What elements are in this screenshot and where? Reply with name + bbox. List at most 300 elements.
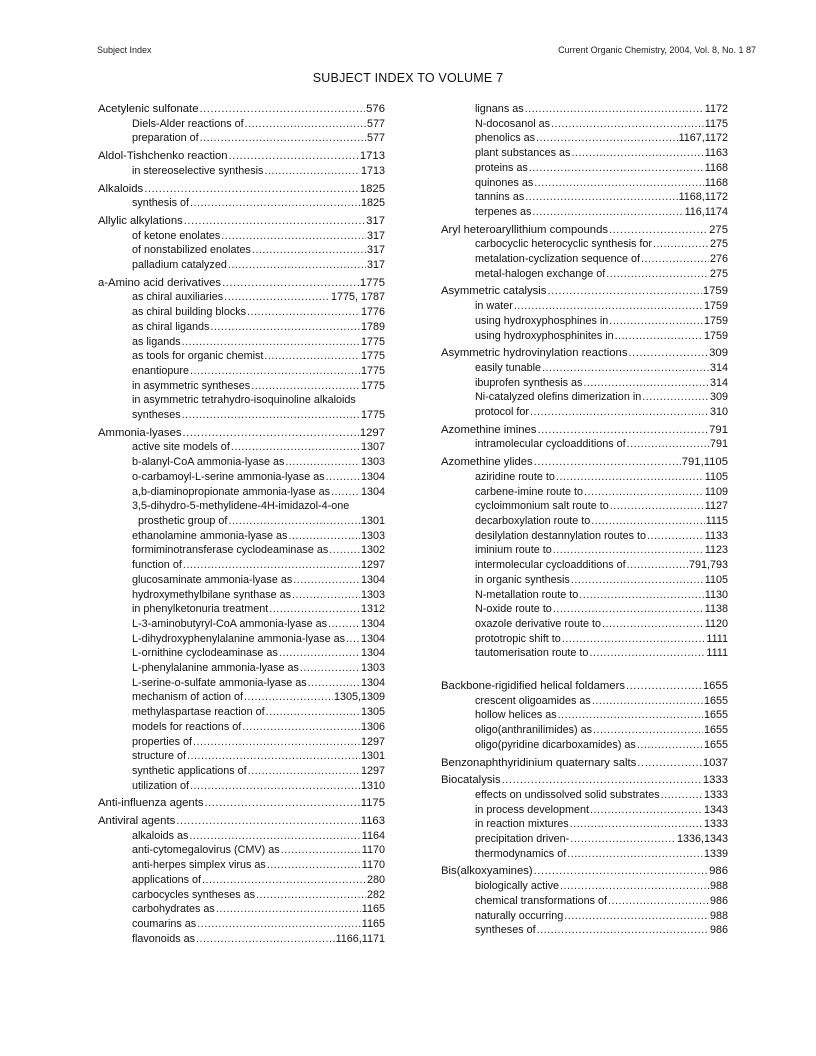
subentry-text: crescent oligoamides as [475, 694, 591, 707]
dot-leader [245, 117, 366, 132]
page-numbers: 317 [366, 244, 385, 257]
page-numbers: 1120 [704, 617, 728, 630]
dot-leader [190, 364, 360, 379]
dot-leader [244, 690, 333, 705]
index-subentry [98, 888, 385, 903]
dot-leader [256, 888, 366, 903]
term-text: Alkaloids [98, 182, 144, 195]
page-numbers: 1304 [360, 617, 385, 630]
index-subentry [441, 161, 728, 176]
index-subentry [98, 829, 385, 844]
dot-leader [537, 923, 709, 938]
term-text: Antiviral agents [98, 815, 176, 828]
page-numbers: 1170 [361, 844, 385, 857]
page-numbers: 1168,1172 [678, 191, 728, 204]
page-numbers: 1825 [360, 197, 385, 210]
dot-leader [530, 405, 709, 420]
index-entry [441, 455, 728, 661]
page-numbers: 1333 [702, 774, 728, 787]
term-text: Azomethine ylides [441, 456, 533, 469]
dot-leader [184, 214, 365, 229]
dot-leader [200, 131, 366, 146]
index-subentry [441, 708, 728, 723]
dot-leader [627, 437, 709, 452]
dot-leader [502, 773, 702, 788]
page-numbers: 577 [366, 117, 385, 130]
term-text: a-Amino acid derivatives [98, 276, 222, 289]
subentry-text: plant substances as [475, 147, 571, 160]
subentry-text: in process development [475, 803, 590, 816]
dot-leader [542, 361, 709, 376]
index-term [98, 182, 385, 197]
index-subentry [98, 902, 385, 917]
page-numbers: 1304 [360, 470, 385, 483]
page-numbers: 1168 [704, 176, 728, 189]
page-numbers: 1115 [705, 514, 728, 527]
subentry-text: L-serine-o-sulfate ammonia-lyase as [132, 676, 307, 689]
subentry-text: in organic synthesis [475, 573, 570, 586]
index-subentry [441, 437, 728, 452]
page-numbers: 1775 [360, 379, 385, 392]
subentry-text: L-phenylalanine ammonia-lyase as [132, 662, 299, 675]
index-term [98, 814, 385, 829]
subentry-text: models for reactions of [132, 720, 242, 733]
dot-leader [553, 602, 704, 617]
index-subentry [441, 267, 728, 282]
dot-leader [190, 196, 360, 211]
dot-leader [534, 864, 708, 879]
page-numbers: 1759 [703, 329, 728, 342]
subentry-text: hydroxymethylbilane synthase as [132, 588, 292, 601]
subentry-text: flavonoids as [132, 932, 196, 945]
index-subentry [441, 909, 728, 924]
index-term [441, 346, 728, 361]
subentry-text: intermolecular cycloadditions of [475, 559, 626, 572]
index-subentry [98, 117, 385, 132]
subentry-text: in reaction mixtures [475, 818, 569, 831]
dot-leader [326, 470, 360, 485]
page-numbers: 988 [709, 880, 728, 893]
page-numbers: 1297 [360, 559, 385, 572]
index-subentry [98, 164, 385, 179]
dot-leader [224, 290, 330, 305]
term-text: Azomethine imines [441, 423, 537, 436]
page-numbers: 791 [709, 438, 728, 451]
dot-leader [547, 284, 701, 299]
page-numbers: 1775 [360, 350, 385, 363]
index-term [441, 223, 728, 238]
subentry-text: prosthetic group of [138, 514, 228, 527]
index-subentry [98, 290, 385, 305]
dot-leader [329, 543, 360, 558]
page-numbers: 1165 [361, 917, 385, 930]
subentry-text: synthetic applications of [132, 764, 247, 777]
index-subentry [98, 602, 385, 617]
dot-leader [637, 738, 703, 753]
page-numbers: 1165 [361, 903, 385, 916]
index-subentry [98, 573, 385, 588]
index-subentry [98, 705, 385, 720]
page-numbers: 1163 [704, 147, 728, 160]
subentry-text: using hydroxyphosphinites in [475, 329, 614, 342]
dot-leader [525, 102, 704, 117]
index-term [441, 756, 728, 771]
index-subentry [441, 879, 728, 894]
subentry-text: anti-herpes simplex virus as [132, 859, 266, 872]
subentry-text: protocol for [475, 406, 530, 419]
index-subentry [441, 803, 728, 818]
index-subentry [441, 405, 728, 420]
dot-leader [609, 314, 703, 329]
term-text: Allylic alkylations [98, 214, 183, 227]
index-term [98, 149, 385, 164]
subentry-text: preparation of [132, 132, 199, 145]
index-entry [441, 423, 728, 452]
page-numbers: 275 [709, 267, 728, 280]
index-subentry [441, 299, 728, 314]
dot-leader [602, 617, 704, 632]
dot-leader [571, 573, 704, 588]
page-numbers: 1343 [703, 803, 728, 816]
subentry-text: active site models of [132, 441, 230, 454]
dot-leader [534, 455, 681, 470]
index-entry [98, 182, 385, 211]
index-subentry [98, 632, 385, 647]
dot-leader [641, 252, 709, 267]
subentry-text: L-ornithine cyclodeaminase as [132, 647, 278, 660]
term-text: Aldol-Tishchenko reaction [98, 150, 228, 163]
dot-leader [267, 858, 361, 873]
dot-leader [183, 558, 360, 573]
index-entry [441, 864, 728, 938]
dot-leader [609, 223, 708, 238]
page-numbers: 1175 [360, 797, 385, 810]
page-numbers: 275 [709, 223, 728, 236]
index-subentry [98, 408, 385, 423]
dot-leader [570, 832, 676, 847]
dot-leader [248, 764, 360, 779]
subentry-text: using hydroxyphosphines in [475, 314, 609, 327]
subentry-text: biologically active [475, 880, 560, 893]
subentry-text: in asymmetric tetrahydro-isoquinoline alkaloids [132, 394, 356, 407]
page-numbers: 1167,1172 [678, 132, 728, 145]
page-numbers: 1759 [703, 300, 728, 313]
subentry-text: cycloimmonium salt route to [475, 500, 609, 513]
dot-leader [615, 329, 703, 344]
index-subentry [441, 923, 728, 938]
index-subentry [441, 485, 728, 500]
index-subentry [98, 779, 385, 794]
page-numbers: 1775 [360, 364, 385, 377]
page-numbers: 1304 [360, 632, 385, 645]
index-entry [441, 284, 728, 343]
page-numbers: 1303 [360, 456, 385, 469]
dot-leader [556, 470, 704, 485]
page-numbers: 1105 [704, 470, 728, 483]
index-term [441, 773, 728, 788]
subentry-text: desilylation destannylation routes to [475, 529, 647, 542]
index-subentry [441, 817, 728, 832]
index-subentry [441, 205, 728, 220]
dot-leader [300, 661, 360, 676]
dot-leader [626, 679, 702, 694]
dot-leader [529, 161, 704, 176]
index-entry [441, 223, 728, 282]
index-subentry [441, 894, 728, 909]
subentry-text: intramolecular cycloadditions of [475, 438, 626, 451]
dot-leader [610, 499, 704, 514]
term-text: Backbone-rigidified helical foldamers [441, 680, 625, 693]
term-text: Acetylenic sulfonate [98, 103, 199, 115]
index-subentry [98, 932, 385, 947]
dot-leader [144, 182, 359, 197]
dot-leader [202, 873, 366, 888]
page-numbers: 282 [366, 888, 385, 901]
dot-leader [584, 485, 704, 500]
index-subentry [441, 723, 728, 738]
subentry-text: ibuprofen synthesis as [475, 376, 583, 389]
subentry-text: hollow helices as [475, 709, 557, 722]
subentry-text: syntheses of [475, 924, 536, 937]
page-numbers: 1302 [360, 544, 385, 557]
dot-leader [196, 932, 335, 947]
page-numbers: 1111 [706, 632, 728, 645]
page-numbers: 309 [709, 347, 728, 360]
dot-leader [216, 902, 361, 917]
page-numbers: 1333 [703, 818, 728, 831]
dot-leader [564, 909, 709, 924]
subentry-text: formiminotransferase cyclodeaminase as [132, 544, 329, 557]
dot-leader [593, 723, 703, 738]
page-numbers: 1655 [703, 709, 728, 722]
subentry-text: metal-halogen exchange of [475, 267, 606, 280]
subentry-text: applications of [132, 873, 202, 886]
dot-leader [210, 320, 360, 335]
index-subentry [441, 602, 728, 617]
subentry-text: naturally occurring [475, 909, 564, 922]
subentry-text: L-dihydroxyphenylalanine ammonia-lyase as [132, 632, 346, 645]
term-text: Bis(alkoxyamines) [441, 865, 533, 878]
subentry-text: as tools for organic chemist [132, 350, 264, 363]
subentry-text: structure of [132, 750, 187, 763]
subentry-text: in stereoselective synthesis [132, 164, 264, 177]
subentry-text: glucosaminate ammonia-lyase as [132, 573, 293, 586]
dot-leader [228, 514, 360, 529]
term-text: Ammonia-lyases [98, 426, 182, 439]
subentry-text: proteins as [475, 161, 528, 174]
page-numbers: 986 [709, 924, 728, 937]
index-entry [441, 679, 728, 753]
page-numbers: 317 [366, 214, 385, 227]
page-numbers: 1168 [704, 161, 728, 174]
dot-leader [183, 426, 359, 441]
index-subentry [441, 102, 728, 117]
page-numbers: 1297 [360, 735, 385, 748]
dot-leader [661, 788, 703, 803]
dot-leader [193, 735, 360, 750]
index-subentry [98, 229, 385, 244]
subentry-text: in phenylketonuria treatment [132, 603, 269, 616]
dot-leader [637, 756, 702, 771]
index-subentry [441, 252, 728, 267]
dot-leader [264, 164, 360, 179]
subentry-text: prototropic shift to [475, 632, 561, 645]
index-entry [98, 214, 385, 273]
index-term [441, 455, 728, 470]
index-subentry [98, 543, 385, 558]
dot-leader [285, 455, 360, 470]
term-text: Aryl heteroaryllithium compounds [441, 223, 609, 236]
index-subentry [98, 258, 385, 273]
page-numbers: 1304 [360, 647, 385, 660]
page-numbers: 1301 [360, 514, 385, 527]
subentry-text: iminium route to [475, 544, 552, 557]
index-subentry [98, 720, 385, 735]
term-text: Benzonaphthyridinium quaternary salts [441, 756, 637, 769]
subentry-text: thermodynamics of [475, 847, 567, 860]
subentry-text: ethanolamine ammonia-lyase as [132, 529, 288, 542]
index-entry [441, 756, 728, 771]
subentry-text: aziridine route to [475, 470, 555, 483]
page-numbers: 1301 [360, 750, 385, 763]
page-numbers: 1825 [359, 182, 385, 195]
dot-leader [190, 779, 360, 794]
subentry-text: tannins as [475, 191, 525, 204]
page-numbers: 986 [709, 894, 728, 907]
dot-leader [221, 229, 366, 244]
index-subentry [441, 573, 728, 588]
index-term [441, 284, 728, 299]
dot-leader [199, 102, 365, 117]
index-subentry [441, 190, 728, 205]
index-subentry [441, 543, 728, 558]
index-subentry [98, 661, 385, 676]
subentry-text: utilization of [132, 779, 190, 792]
dot-leader [647, 529, 704, 544]
index-subentry [441, 632, 728, 647]
dot-leader [627, 558, 688, 573]
dot-leader [222, 276, 359, 291]
dot-leader [589, 646, 705, 661]
page-numbers: 1312 [360, 603, 385, 616]
index-subentry [441, 514, 728, 529]
dot-leader [567, 847, 703, 862]
page-numbers: 1713 [360, 164, 385, 177]
page-numbers: 1759 [702, 285, 728, 298]
dot-leader [558, 708, 703, 723]
page-numbers: 1166,1171 [335, 932, 385, 945]
index-subentry [98, 440, 385, 455]
subentry-text: terpenes as [475, 205, 532, 218]
page-numbers: 576 [366, 103, 385, 115]
index-subentry [98, 349, 385, 364]
subentry-text: chemical transformations of [475, 894, 608, 907]
dot-leader [534, 176, 704, 191]
page-numbers: 1138 [704, 603, 728, 616]
subentry-text: as chiral ligands [132, 320, 210, 333]
dot-leader [269, 602, 360, 617]
index-subentry [98, 917, 385, 932]
page-numbers: 1163 [360, 815, 385, 828]
index-term [441, 679, 728, 694]
page-numbers: 1307 [360, 441, 385, 454]
index-term [98, 276, 385, 291]
page-numbers: 310 [709, 406, 728, 419]
dot-leader [293, 573, 360, 588]
index-term [98, 102, 385, 117]
page-numbers: 1105 [704, 573, 728, 586]
dot-leader [562, 632, 706, 647]
page-numbers: 1655 [703, 724, 728, 737]
dot-leader [197, 917, 361, 932]
subentry-text: alkaloids as [132, 829, 189, 842]
page-numbers: 791,793 [688, 559, 728, 572]
index-subentry [98, 379, 385, 394]
dot-leader [537, 423, 708, 438]
index-subentry [441, 117, 728, 132]
index-subentry [98, 558, 385, 573]
page-numbers: 1759 [703, 314, 728, 327]
dot-leader [228, 258, 366, 273]
dot-leader [331, 485, 360, 500]
dot-leader [571, 146, 703, 161]
page-numbers: 986 [709, 865, 728, 878]
subentry-text: Diels-Alder reactions of [132, 117, 244, 130]
dot-leader [189, 829, 360, 844]
index-subentry [98, 843, 385, 858]
subentry-text: carbene-imine route to [475, 485, 584, 498]
page-numbers: 1775, 1787 [330, 291, 385, 304]
page-numbers: 1164 [361, 829, 385, 842]
subentry-text: phenolics as [475, 132, 536, 145]
subentry-text: oligo(anthranilimides) as [475, 724, 593, 737]
index-subentry [98, 617, 385, 632]
page-numbers: 1111 [706, 647, 728, 660]
page-numbers: 1304 [360, 485, 385, 498]
index-subentry [98, 873, 385, 888]
dot-leader [292, 588, 360, 603]
dot-leader [281, 843, 361, 858]
subentry-text: oxazole derivative route to [475, 617, 602, 630]
subentry-text: syntheses [132, 409, 181, 422]
dot-leader [560, 879, 709, 894]
page-numbers: 1655 [703, 694, 728, 707]
dot-leader [328, 617, 360, 632]
subentry-text: carbocyclic heterocyclic synthesis for [475, 238, 653, 251]
index-subentry [441, 588, 728, 603]
page-numbers: 1304 [360, 676, 385, 689]
index-subentry [98, 335, 385, 350]
index-term [441, 423, 728, 438]
subentry-text: tautomerisation route to [475, 647, 589, 660]
page-numbers: 314 [709, 376, 728, 389]
index-subentry [98, 690, 385, 705]
dot-leader [182, 408, 360, 423]
index-subentry [441, 314, 728, 329]
subentry-text: easily tunable [475, 361, 542, 374]
page-numbers: 1310 [360, 779, 385, 792]
page-numbers: 317 [366, 259, 385, 272]
page-numbers: 1304 [360, 573, 385, 586]
index-subentry [98, 470, 385, 485]
page-numbers: 1175 [704, 117, 728, 130]
subentry-text: in asymmetric syntheses [132, 379, 251, 392]
term-text: Anti-influenza agents [98, 797, 204, 810]
subentry-text: enantiopure [132, 364, 190, 377]
term-text: Asymmetric hydrovinylation reactions [441, 347, 628, 360]
subentry-text: synthesis of [132, 197, 190, 210]
index-subentry [441, 237, 728, 252]
